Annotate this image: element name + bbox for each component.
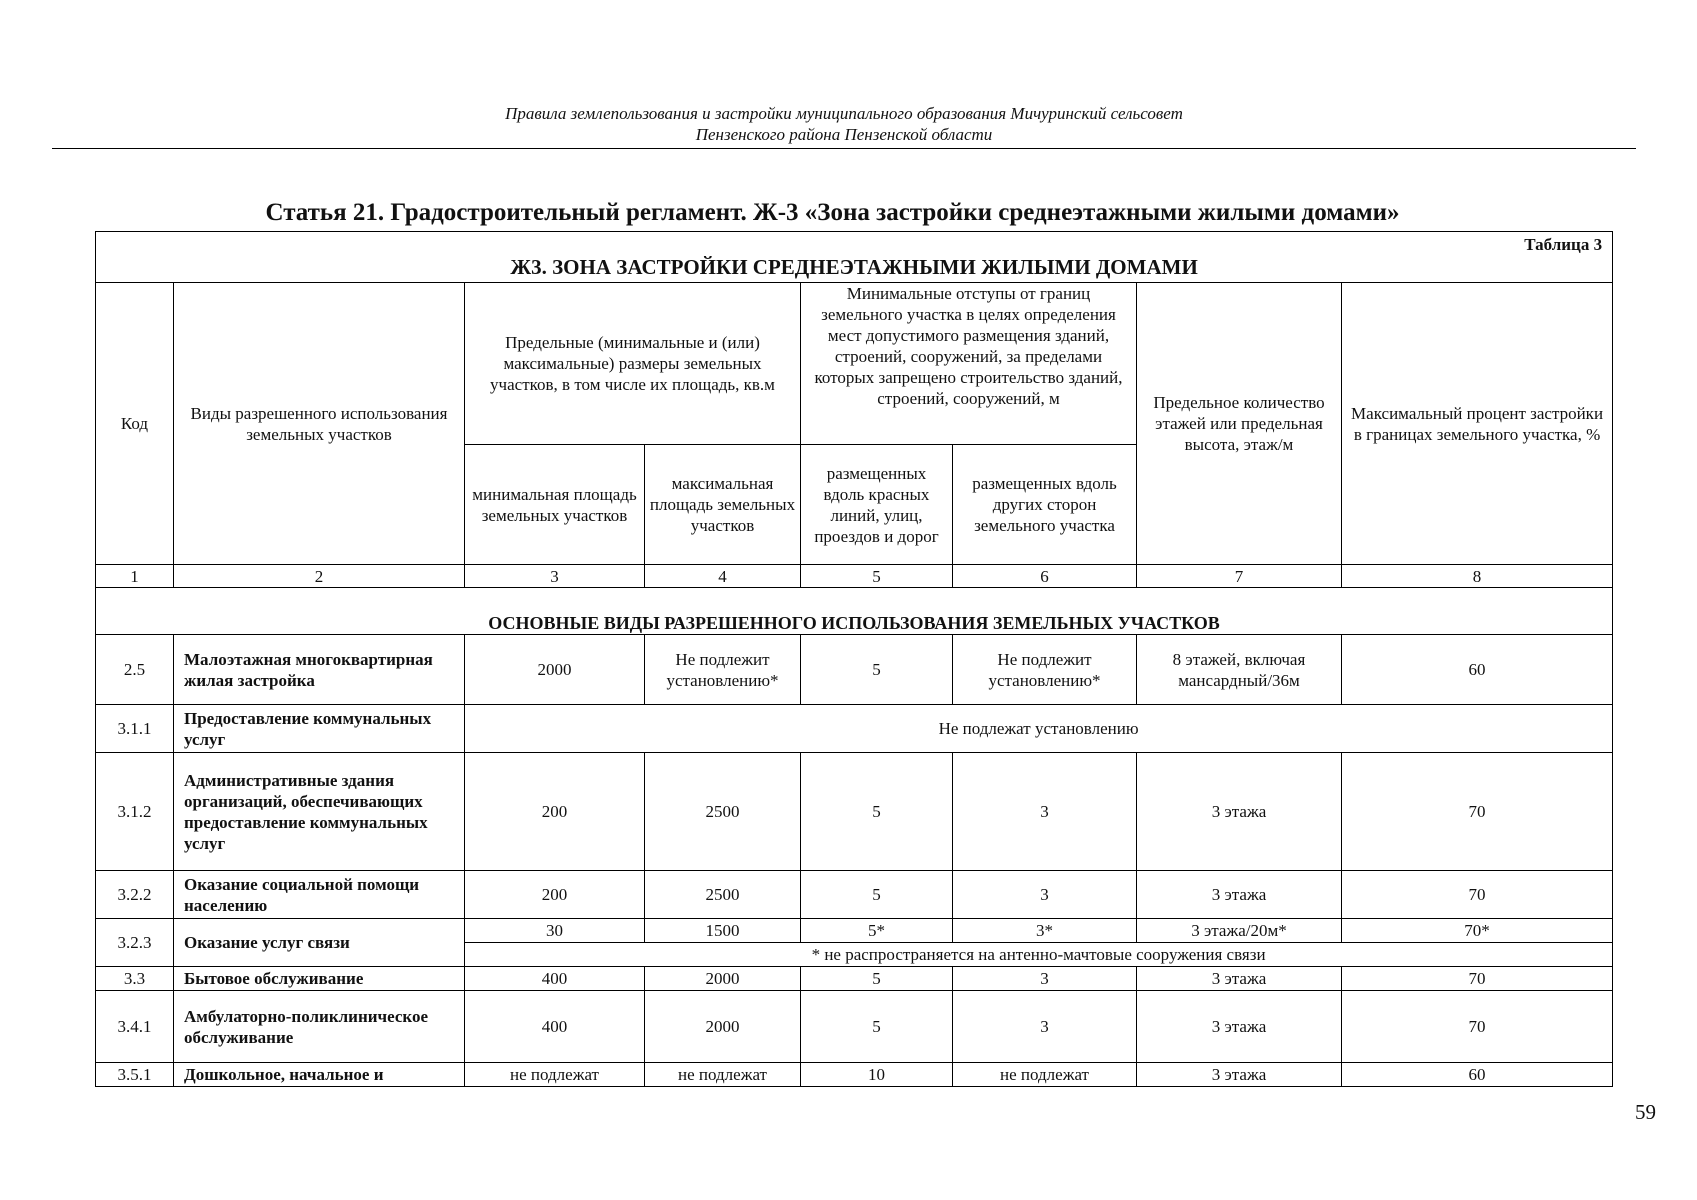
- row-coverage: 70: [1342, 991, 1613, 1063]
- row-max-area: 1500: [645, 919, 801, 943]
- running-header-line-2: Пензенского района Пензенской области: [695, 125, 993, 144]
- regulation-table-container: [95, 231, 1612, 1087]
- row-setback-red: 5: [801, 753, 953, 871]
- row-coverage: 60: [1342, 1063, 1613, 1087]
- table-row: [96, 991, 1613, 1063]
- row-setback-red: 5*: [801, 919, 953, 943]
- column-number: 2: [174, 565, 465, 588]
- row-setback-other: 3: [953, 753, 1137, 871]
- row-code: 3.2.3: [96, 919, 174, 967]
- row-use-name: Амбулаторно-поликлиническое обслуживание: [174, 991, 465, 1063]
- row-setback-red: 5: [801, 871, 953, 919]
- row-code: 3.2.2: [96, 871, 174, 919]
- section-title: ОСНОВНЫЕ ВИДЫ РАЗРЕШЕННОГО ИСПОЛЬЗОВАНИЯ ЗЕМЕЛЬНЫХ УЧАСТКОВ: [96, 588, 1613, 635]
- row-use-name: Малоэтажная многоквартирная жилая застройка: [174, 635, 465, 705]
- row-code: 3.4.1: [96, 991, 174, 1063]
- row-max-area: не подлежат: [645, 1063, 801, 1087]
- row-setback-red: 5: [801, 991, 953, 1063]
- table-row: [96, 967, 1613, 991]
- row-floors: 8 этажей, включая мансардный/36м: [1137, 635, 1342, 705]
- row-floors: 3 этажа: [1137, 871, 1342, 919]
- column-number: 3: [465, 565, 645, 588]
- row-min-area: не подлежат: [465, 1063, 645, 1087]
- zone-title: Ж3. ЗОНА ЗАСТРОЙКИ СРЕДНЕЭТАЖНЫМИ ЖИЛЫМИ ДОМАМИ: [510, 255, 1198, 279]
- row-floors: 3 этажа/20м*: [1137, 919, 1342, 943]
- header-coverage: Максимальный процент застройки в границах земельного участка, %: [1342, 283, 1613, 565]
- table-row: [96, 871, 1613, 919]
- row-setback-other: 3*: [953, 919, 1137, 943]
- column-number: 7: [1137, 565, 1342, 588]
- row-use-name: Бытовое обслуживание: [174, 967, 465, 991]
- row-coverage: 70: [1342, 753, 1613, 871]
- row-coverage: 60: [1342, 635, 1613, 705]
- row-setback-red: 5: [801, 967, 953, 991]
- row-min-area: 30: [465, 919, 645, 943]
- header-code: Код: [96, 283, 174, 565]
- header-setback-red: размещенных вдоль красных линий, улиц, проездов и дорог: [801, 445, 953, 565]
- row-floors: 3 этажа: [1137, 1063, 1342, 1087]
- table-number: Таблица 3: [1524, 235, 1603, 254]
- row-min-area: 2000: [465, 635, 645, 705]
- row-use-name: Предоставление коммунальных услуг: [174, 705, 465, 753]
- header-sizes: Предельные (минимальные и (или) максимальные) размеры земельных участков, в том числе их площадь, кв.м: [465, 283, 801, 445]
- header-row-1: [96, 283, 1613, 445]
- row-min-area: 400: [465, 991, 645, 1063]
- row-max-area: Не подлежит установлению*: [645, 635, 801, 705]
- row-min-area: 200: [465, 753, 645, 871]
- row-setback-red: 5: [801, 635, 953, 705]
- row-setback-red: 10: [801, 1063, 953, 1087]
- row-coverage: 70: [1342, 967, 1613, 991]
- row-note: * не распространяется на антенно-мачтовые сооружения связи: [465, 943, 1613, 967]
- page-number: 59: [1635, 1100, 1656, 1124]
- table-row: [96, 753, 1613, 871]
- row-coverage: 70: [1342, 871, 1613, 919]
- regulation-table: [95, 231, 1613, 1087]
- row-code: 3.3: [96, 967, 174, 991]
- table-caption-cell: [96, 232, 1613, 283]
- column-number: 4: [645, 565, 801, 588]
- row-max-area: 2000: [645, 991, 801, 1063]
- row-max-area: 2500: [645, 753, 801, 871]
- row-setback-other: Не подлежит установлению*: [953, 635, 1137, 705]
- header-setbacks: Минимальные отступы от границ земельного участка в целях определения мест допустимого размещения зданий, строений, сооружений, за пределами которых запрещено строительство зданий, строений, сооружений, м: [801, 283, 1137, 445]
- row-setback-other: 3: [953, 967, 1137, 991]
- header-setback-other: размещенных вдоль других сторон земельного участка: [953, 445, 1137, 565]
- row-code: 3.5.1: [96, 1063, 174, 1087]
- row-merged-value: Не подлежат установлению: [465, 705, 1613, 753]
- table-row: [96, 919, 1613, 943]
- running-header: [52, 103, 1636, 145]
- column-number: 8: [1342, 565, 1613, 588]
- table-caption-row: [96, 232, 1613, 283]
- table-row: [96, 1063, 1613, 1087]
- column-number: 6: [953, 565, 1137, 588]
- header-floors: Предельное количество этажей или предельная высота, этаж/м: [1137, 283, 1342, 565]
- column-numbers-row: [96, 565, 1613, 588]
- table-row: [96, 705, 1613, 753]
- table-row: [96, 635, 1613, 705]
- row-code: 3.1.1: [96, 705, 174, 753]
- row-min-area: 200: [465, 871, 645, 919]
- row-min-area: 400: [465, 967, 645, 991]
- running-header-line-1: Правила землепользования и застройки муниципального образования Мичуринский сельсовет: [505, 104, 1183, 123]
- header-divider: [52, 148, 1636, 149]
- row-code: 3.1.2: [96, 753, 174, 871]
- row-use-name: Оказание социальной помощи населению: [174, 871, 465, 919]
- row-floors: 3 этажа: [1137, 753, 1342, 871]
- row-setback-other: 3: [953, 991, 1137, 1063]
- row-max-area: 2500: [645, 871, 801, 919]
- column-number: 5: [801, 565, 953, 588]
- row-setback-other: 3: [953, 871, 1137, 919]
- row-floors: 3 этажа: [1137, 991, 1342, 1063]
- column-number: 1: [96, 565, 174, 588]
- header-max-area: максимальная площадь земельных участков: [645, 445, 801, 565]
- row-setback-other: не подлежат: [953, 1063, 1137, 1087]
- row-floors: 3 этажа: [1137, 967, 1342, 991]
- row-code: 2.5: [96, 635, 174, 705]
- row-use-name: Дошкольное, начальное и: [174, 1063, 465, 1087]
- row-use-name: Оказание услуг связи: [174, 919, 465, 967]
- header-use: Виды разрешенного использования земельных участков: [174, 283, 465, 565]
- article-title: Статья 21. Градостроительный регламент. Ж-3 «Зона застройки среднеэтажными жилыми домами»: [265, 199, 1400, 226]
- row-use-name: Административные здания организаций, обеспечивающих предоставление коммунальных услуг: [174, 753, 465, 871]
- row-max-area: 2000: [645, 967, 801, 991]
- row-coverage: 70*: [1342, 919, 1613, 943]
- header-min-area: минимальная площадь земельных участков: [465, 445, 645, 565]
- section-row: [96, 588, 1613, 635]
